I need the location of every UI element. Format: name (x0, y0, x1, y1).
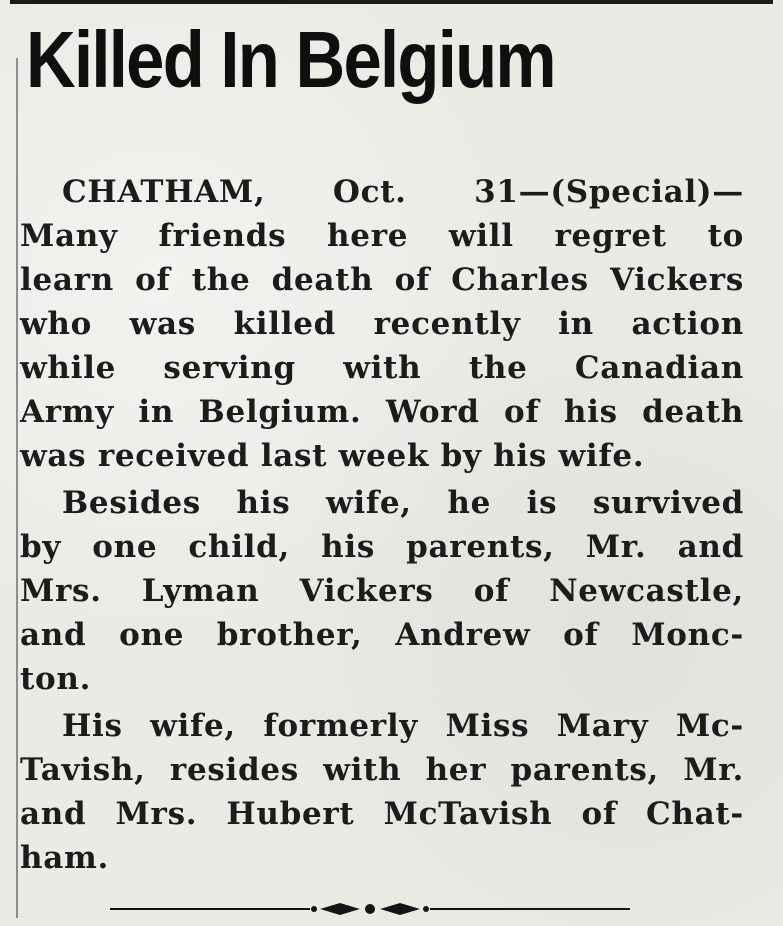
paragraph-2-line-4: and one brother, Andrew of Monc- (20, 617, 744, 653)
paragraph-3-line-2: Tavish, resides with her parents, Mr. (20, 752, 744, 788)
left-column-rule (16, 58, 18, 918)
paragraph-1-line-2: learn of the death of Charles Vickers (20, 262, 744, 298)
paragraph-1-line-1: Many friends here will regret to (20, 218, 744, 254)
paragraph-3-line-3: and Mrs. Hubert McTavish of Chat- (20, 796, 744, 832)
paragraph-2-line-2: by one child, his parents, Mr. and (20, 529, 744, 565)
closing-ornament (110, 898, 630, 920)
paragraph-1-line-6: was received last week by his wife. (20, 438, 645, 474)
paragraph-2-line-3: Mrs. Lyman Vickers of Newcastle, (20, 573, 744, 609)
paragraph-1-line-3: who was killed recently in action (20, 306, 744, 342)
paragraph-2-line-5: ton. (20, 661, 92, 697)
paragraph-3-line-1: His wife, formerly Miss Mary Mc- (62, 708, 744, 744)
headline: Killed In Belgium (26, 15, 555, 104)
dateline: CHATHAM, Oct. 31—(Special)— (62, 174, 744, 210)
paragraph-1-line-5: Army in Belgium. Word of his death (20, 394, 744, 430)
paragraph-2-line-1: Besides his wife, he is survived (62, 485, 744, 521)
paragraph-3-line-4: ham. (20, 840, 110, 876)
paragraph-1-line-4: while serving with the Canadian (20, 350, 744, 386)
article-body (20, 170, 744, 880)
top-border-rule (10, 0, 773, 4)
